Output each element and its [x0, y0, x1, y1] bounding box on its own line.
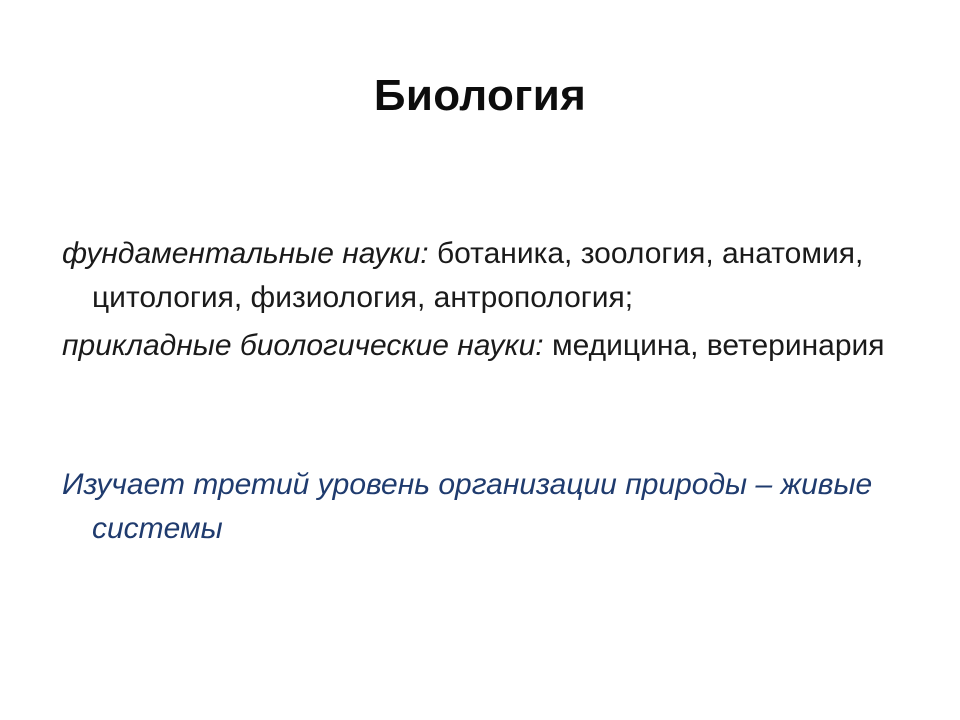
item-text-applied: медицина, ветеринария: [543, 329, 885, 362]
item-text-fundamental: ботаника, зоология, анатомия, цитология, физиология, антропология;: [92, 237, 864, 314]
slide-title: Биология: [373, 71, 587, 120]
item-label-fundamental: фундаментальные науки:: [62, 237, 429, 270]
list-item-applied-sciences: [62, 324, 912, 368]
list-item-fundamental-sciences: [62, 232, 912, 320]
slide-note: Изучает третий уровень организации природы – живые системы: [62, 468, 873, 545]
slide-body: [62, 232, 912, 551]
item-label-applied: прикладные биологические науки:: [62, 329, 544, 362]
